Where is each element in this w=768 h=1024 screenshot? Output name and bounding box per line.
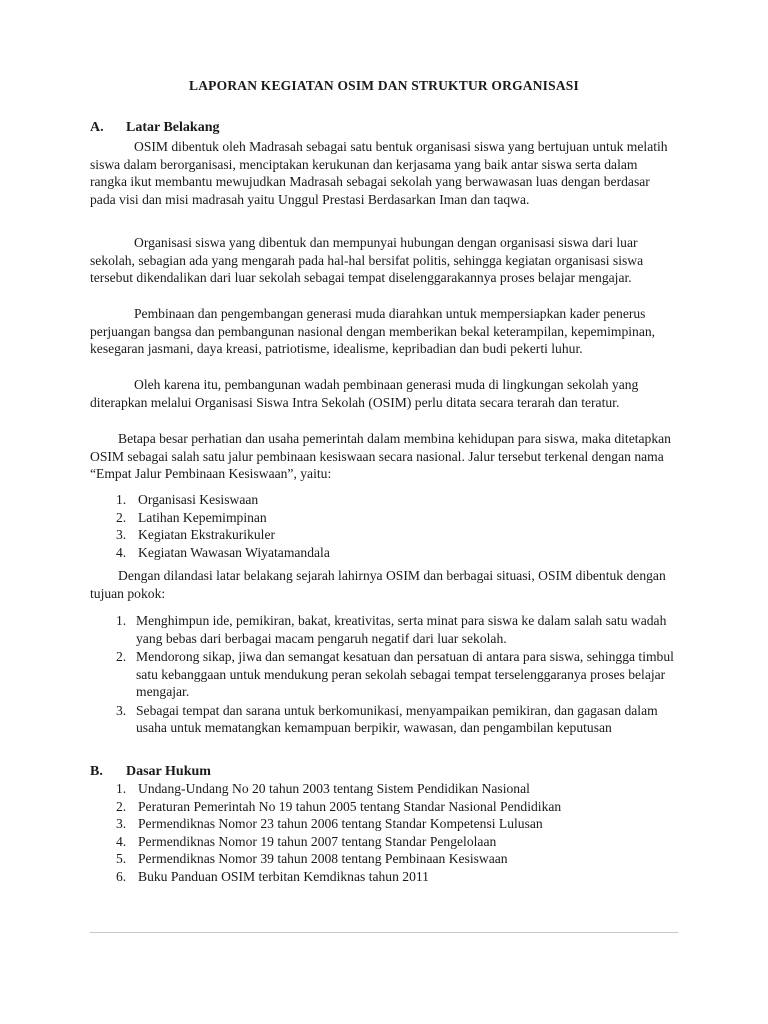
list-item: 2. Mendorong sikap, jiwa dan semangat kesatuan dan persatuan di antara para siswa, sehingga timbul satu kebanggaan untuk mendukung peran sekolah sebagai tempat terselenggaranya proses belajar mengajar. (116, 649, 674, 699)
list-item: 3. Permendiknas Nomor 23 tahun 2006 tentang Standar Kompetensi Lulusan (116, 816, 543, 832)
list-item: 1. Organisasi Kesiswaan (116, 492, 259, 507)
list-item: 2. Latihan Kepemimpinan (116, 509, 267, 525)
list-item: 1. Menghimpun ide, pemikiran, bakat, kreativitas, serta minat para siswa ke dalam salah satu wadah yang bebas dari berbagai macam pengaruh negatif dari luar sekolah. (116, 613, 667, 646)
paragraph-5: Betapa besar perhatian dan usaha pemerintah dalam membina kehidupan para siswa, maka ditetapkan OSIM sebagai salah satu jalur pembinaan kesiswaan secara nasional. Jalur tersebut terkenal dengan nama “Empat Jalur Pembinaan Kesiswaan”, yaitu: (90, 431, 671, 481)
section-a-letter: A. (90, 120, 104, 135)
tujuan-list (116, 612, 676, 737)
list-item: 4. Permendiknas Nomor 19 tahun 2007 tentang Standar Pengelolaan (116, 833, 497, 849)
paragraph-4: Oleh karena itu, pembangunan wadah pembinaan generasi muda di lingkungan sekolah yang diterapkan melalui Organisasi Siswa Intra Sekolah (OSIM) perlu ditata secara terarah dan teratur. (90, 377, 639, 410)
document-title: LAPORAN KEGIATAN OSIM DAN STRUKTUR ORGANISASI (189, 78, 579, 93)
list-item: 5. Permendiknas Nomor 39 tahun 2008 tentang Pembinaan Kesiswaan (116, 851, 508, 867)
section-b-letter: B. (90, 764, 103, 779)
paragraph-2: Organisasi siswa yang dibentuk dan mempunyai hubungan dengan organisasi siswa dari luar sekolah, sebagian ada yang mengarah pada hal-hal bersifat politis, sehingga kegiatan organisasi siswa tersebut dikendalikan dari luar sekolah sebagai tempat diselenggarakannya proses belajar mengajar. (90, 235, 644, 285)
list-item: 1. Undang-Undang No 20 tahun 2003 tentang Sistem Pendidikan Nasional (116, 781, 530, 796)
section-b-heading (90, 764, 211, 780)
paragraph-3: Pembinaan dan pengembangan generasi muda diarahkan untuk mempersiapkan kader penerus perjuangan bangsa dan pembangunan nasional dengan memberikan bekal keterampilan, kepemimpinan, kesegaran jasmani, daya kreasi, patriotisme, idealisme, kepribadian dan budi pekerti luhur. (90, 306, 656, 356)
paragraph-1: OSIM dibentuk oleh Madrasah sebagai satu bentuk organisasi siswa yang bertujuan untuk melatih siswa dalam berorganisasi, menciptakan kerukunan dan kerjasama yang baik antar siswa serta dalam rangka ikut membantu mewujudkan Madrasah sebagai sekolah yang berwawasan luas dengan berdasar pada visi dan misi madrasah yaitu Unggul Prestasi Berdasarkan Iman dan taqwa. (90, 139, 668, 207)
list-item: 3. Kegiatan Ekstrakurikuler (116, 527, 276, 543)
section-b-title: Dasar Hukum (126, 764, 211, 779)
list-item: 6. Buku Panduan OSIM terbitan Kemdiknas tahun 2011 (116, 868, 429, 884)
section-a-title: Latar Belakang (126, 120, 220, 135)
list-item: 3. Sebagai tempat dan sarana untuk berkomunikasi, menyampaikan pemikiran, dan gagasan dalam usaha untuk mematangkan kemampuan berpikir, wawasan, dan pengambilan keputusan (116, 702, 658, 735)
list-item: 4. Kegiatan Wawasan Wiyatamandala (116, 544, 330, 560)
page-divider (90, 932, 678, 933)
paragraph-6: Dengan dilandasi latar belakang sejarah lahirnya OSIM dan berbagai situasi, OSIM dibentuk dengan tujuan pokok: (90, 568, 666, 601)
list-item: 2. Peraturan Pemerintah No 19 tahun 2005 tentang Standar Nasional Pendidikan (116, 798, 562, 814)
dasar-hukum-list (116, 780, 676, 886)
jalur-list (116, 491, 676, 561)
section-a-heading (90, 120, 219, 136)
